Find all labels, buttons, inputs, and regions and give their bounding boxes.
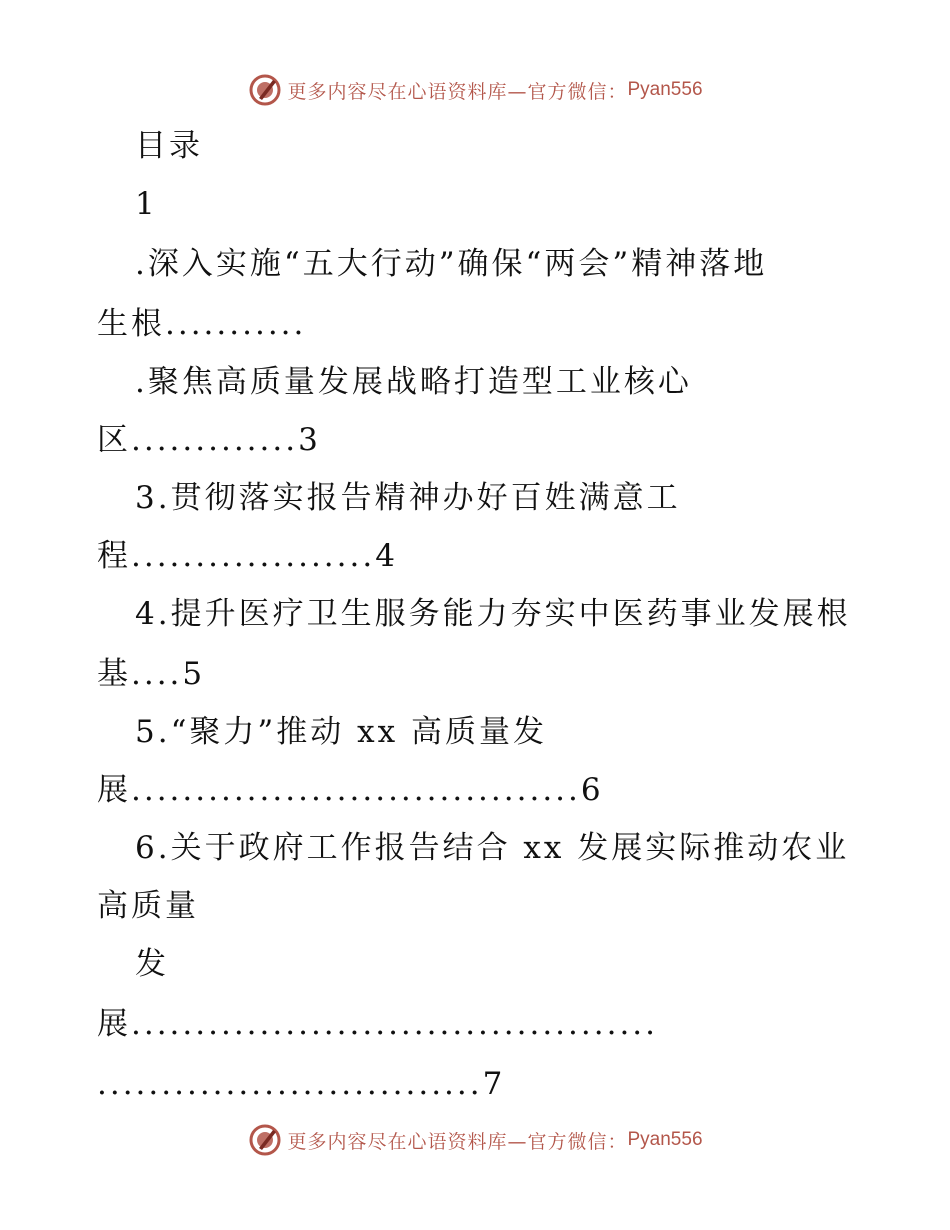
watermark-text: 更多内容尽在心语资料库—官方微信： xyxy=(287,80,628,103)
toc-entry-5-cont: 展...................................6 xyxy=(97,772,604,808)
watermark-contact: Pyan556 xyxy=(627,1129,703,1150)
toc-entry-6-page: ..............................7 xyxy=(97,1066,506,1102)
pen-circle-logo-icon xyxy=(247,1122,283,1158)
toc-entry-6: 6.关于政府工作报告结合 xx 发展实际推动农业 xyxy=(135,830,850,866)
toc-entry-3-cont: 程...................4 xyxy=(97,538,398,574)
watermark-footer xyxy=(0,1120,950,1160)
toc-title: 目录 xyxy=(135,128,203,164)
pen-circle-logo-icon xyxy=(247,72,283,108)
toc-entry-3: 3.贯彻落实报告精神办好百姓满意工 xyxy=(135,480,681,516)
watermark-text: 更多内容尽在心语资料库—官方微信： xyxy=(287,1130,628,1153)
toc-entry-5: 5.“聚力”推动 xx 高质量发 xyxy=(135,714,547,750)
toc-entry-2-cont: 区.............3 xyxy=(97,422,321,458)
watermark-header xyxy=(0,70,950,110)
toc-entry-4-cont: 基....5 xyxy=(97,656,206,692)
toc-entry-2: .聚焦高质量发展战略打造型工业核心 xyxy=(135,364,692,400)
watermark-contact: Pyan556 xyxy=(627,79,703,100)
toc-entry-4: 4.提升医疗卫生服务能力夯实中医药事业发展根 xyxy=(135,596,851,632)
toc-entry-1-cont: 生根........... xyxy=(97,306,307,342)
toc-line: 1 xyxy=(135,186,158,222)
toc-entry-6-cont: 发 xyxy=(135,946,169,982)
toc-entry-6-cont: 展......................................... xyxy=(97,1006,659,1042)
toc-entry-6-cont: 高质量 xyxy=(97,888,199,924)
toc-entry-1: .深入实施“五大行动”确保“两会”精神落地 xyxy=(135,246,768,282)
